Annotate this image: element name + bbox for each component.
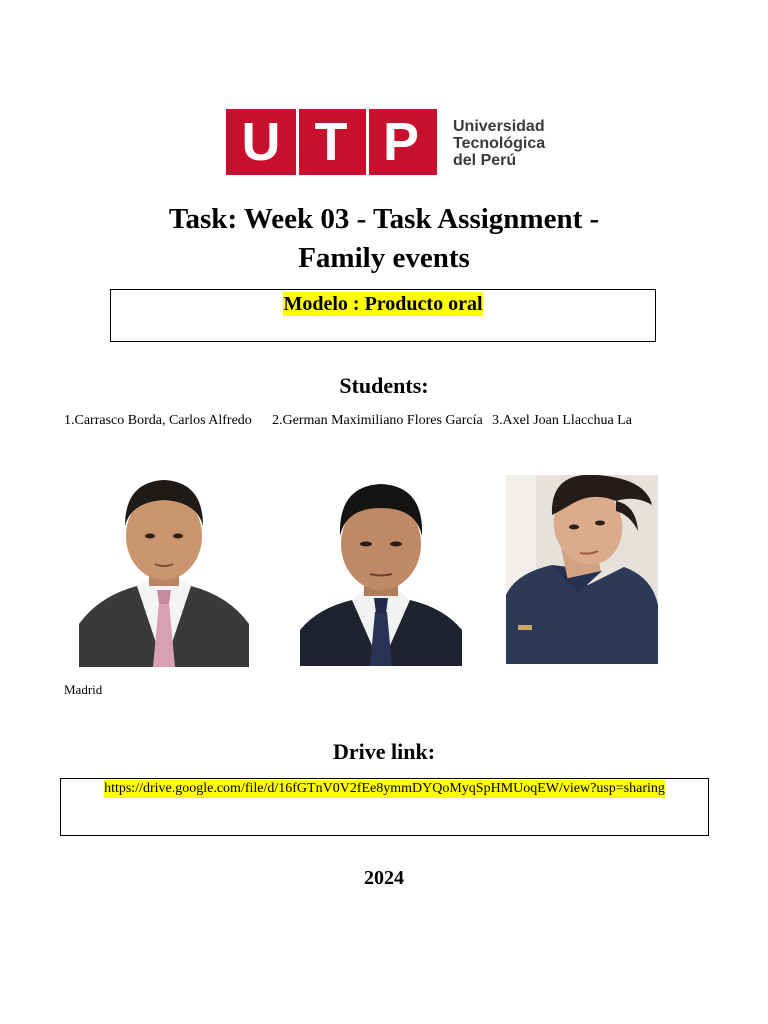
year-label: 2024	[364, 867, 404, 889]
logo-letter-p: P	[382, 112, 420, 172]
logo-text-line: del Perú	[453, 152, 517, 169]
student-name-3: 3.Axel Joan Llacchua La	[492, 413, 632, 428]
logo-letter-t: T	[314, 112, 348, 172]
student-photo-1	[79, 474, 249, 667]
utp-logo-mark	[226, 109, 437, 175]
logo-separator	[296, 109, 299, 175]
student-name-1: 1.Carrasco Borda, Carlos Alfredo	[64, 413, 252, 428]
drive-heading: Drive link:	[332, 739, 436, 764]
logo-text-line: Universidad	[453, 118, 545, 135]
logo-separator	[366, 109, 369, 175]
student-photo-3	[506, 475, 658, 664]
page-title-line-2: Family events	[298, 242, 470, 274]
model-label: Modelo : Producto oral	[283, 293, 483, 315]
utp-logo	[226, 109, 566, 175]
student-name-2: 2.German Maximiliano Flores García	[272, 413, 483, 428]
logo-wordmark	[453, 118, 568, 169]
model-box	[110, 289, 656, 342]
drive-link[interactable]: https://drive.google.com/file/d/16fGTnV0V2fEe8ymmDYQoMyqSpHMUoqEW/view?usp=sharing	[104, 781, 665, 796]
students-heading: Students:	[339, 373, 429, 398]
logo-text-line: Tecnológica	[453, 135, 546, 152]
drive-link-box	[60, 778, 709, 836]
page-title-line-1: Task: Week 03 - Task Assignment -	[168, 203, 600, 235]
student-name-3-continuation: Madrid	[64, 682, 103, 697]
student-photo-2	[300, 478, 462, 666]
logo-letter-u: U	[241, 112, 281, 172]
